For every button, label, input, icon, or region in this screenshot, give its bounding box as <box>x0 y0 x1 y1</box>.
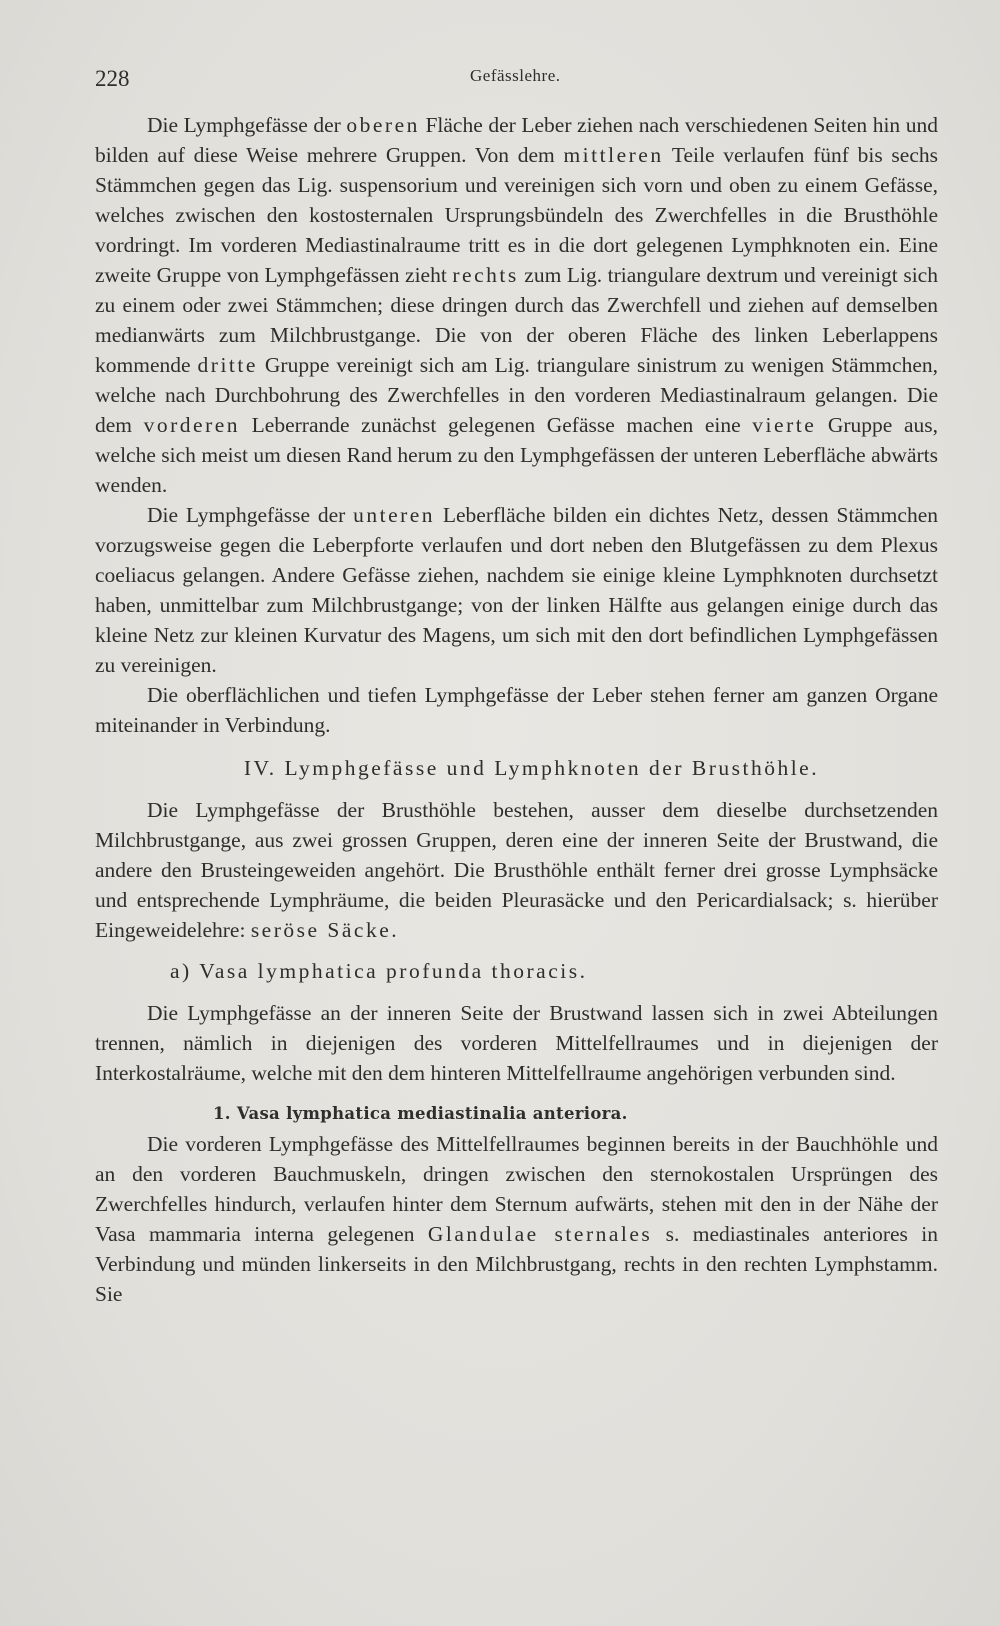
page-number: 228 <box>95 66 130 91</box>
page-header <box>95 62 938 102</box>
main-text <box>95 110 938 1309</box>
item-heading: 1. Vasa lymphatica mediastinalia anteriora. <box>213 1104 628 1123</box>
paragraph-lower-surface: Die Lymphgefässe der unteren Leberfläche bilden ein dichtes Netz, dessen Stämmchen vorzugsweise gegen die Leberpforte verlaufen und dort neben den Blutgefässen zu dem Plexus coeliacus gelangen. Andere Gefässe ziehen, nachdem sie einige kleine Lymphknoten durchsetzt haben, unmittelbar zum Milchbrustgange; von der linken Hälfte aus gelangen einige durch das kleine Netz zur kleinen Kurvatur des Magens, um sich mit den dort befindlichen Lymphgefässen zu vereinigen. <box>95 503 938 677</box>
subsection-heading: a) Vasa lymphatica profunda thoracis. <box>170 959 588 983</box>
paragraph-mediastinal: Die vorderen Lymphgefässe des Mittelfellraumes beginnen bereits in der Bauchhöhle und an den vorderen Bauchmuskeln, dringen zwischen den sternokostalen Ursprüngen des Zwerchfelles hindurch, verlaufen hinter dem Sternum aufwärts, stehen mit den in der Nähe der Vasa mammaria interna gelegenen Glandulae sternales s. mediastinales anteriores in Verbindung und münden linkerseits in den Milchbrustgang, rechts in den rechten Lymphstamm. Sie <box>95 1132 938 1306</box>
paragraph-connection: Die oberflächlichen und tiefen Lymphgefässe der Leber stehen ferner am ganzen Organe miteinander in Verbindung. <box>95 683 938 737</box>
running-head: Gefässlehre. <box>470 66 561 85</box>
section-heading: IV. Lymphgefässe und Lymphknoten der Brusthöhle. <box>243 756 820 780</box>
paragraph-thorax-wall: Die Lymphgefässe an der inneren Seite der Brustwand lassen sich in zwei Abteilungen trennen, nämlich in diejenigen des vorderen Mittelfellraumes und in diejenigen der Interkostalräume, welche mit den dem hinteren Mittelfellraume angehörigen verbunden sind. <box>95 1001 938 1085</box>
paragraph-thorax-intro: Die Lymphgefässe der Brusthöhle bestehen, ausser dem dieselbe durchsetzenden Milchbrustgange, aus zwei grossen Gruppen, deren eine der inneren Seite der Brustwand, die andere den Brusteingeweiden angehört. Die Brusthöhle enthält ferner drei grosse Lymphsäcke und entsprechende Lymphräume, die beiden Pleurasäcke und den Pericardialsack; s. hierüber Eingeweidelehre: seröse Säcke. <box>95 798 938 942</box>
paragraph-upper-surface: Die Lymphgefässe der oberen Fläche der Leber ziehen nach verschiedenen Seiten hin und bilden auf diese Weise mehrere Gruppen. Von dem mittleren Teile verlaufen fünf bis sechs Stämmchen gegen das Lig. suspensorium und vereinigen sich vorn und oben zu einem Gefässe, welches zwischen den kostosternalen Ursprungsbündeln des Zwerchfelles in die Brusthöhle vordringt. Im vorderen Mediastinalraume tritt es in die dort gelegenen Lymphknoten ein. Eine zweite Gruppe von Lymphgefässen zieht rechts zum Lig. triangulare dextrum und vereinigt sich zu einem oder zwei Stämmchen; diese dringen durch das Zwerchfell und ziehen auf demselben medianwärts zum Milchbrustgange. Die von der oberen Fläche des linken Leberlappens kommende dritte Gruppe vereinigt sich am Lig. triangulare sinistrum zu wenigen Stämmchen, welche nach Durchbohrung des Zwerchfelles in den vorderen Mediastinalraum gelangen. Die dem vorderen Leberrande zunächst gelegenen Gefässe machen eine vierte Gruppe aus, welche sich meist um diesen Rand herum zu den Lymphgefässen der unteren Leberfläche abwärts wenden. <box>95 113 938 497</box>
